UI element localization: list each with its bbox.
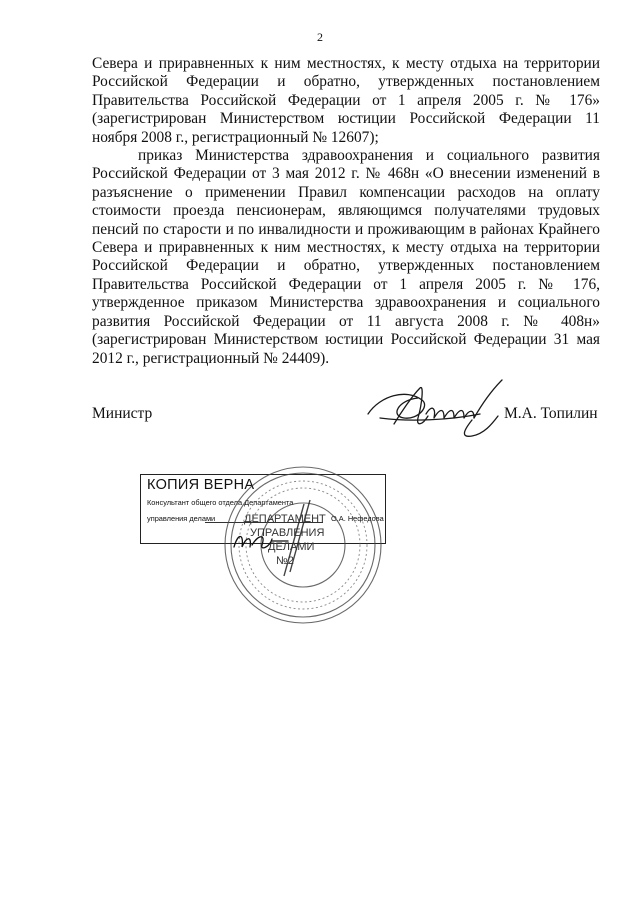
minister-title: Министр bbox=[92, 405, 153, 422]
stamp-heading: КОПИЯ ВЕРНА bbox=[147, 477, 255, 493]
minister-name: М.А. Топилин bbox=[504, 405, 598, 422]
seal-number-text: №2 bbox=[276, 555, 294, 567]
body-text bbox=[92, 55, 600, 368]
paragraph-order-468n: приказ Министерства здравоохранения и социального развития Российской Федерации от 3 мая 2012 г. № 468н «О внесении изменений в разъяснение о применении Правил компенсации расходов на оплату стоимости проезда пенсионерам, являющимся получателями трудовых пенсий по старости и по инвалидности и проживающим в районах Крайнего Севера и приравненных к ним местностях, к месту отдыха на территории Российской Федерации и обратно, утвержденных постановлением Правительства Российской Федерации от 1 апреля 2005 г. № 176, утвержденное приказом Министерства здравоохранения и социального развития Российской Федерации от 11 августа 2008 г. № 408н» (зарегистрирован Министерством юстиции Российской Федерации 31 мая 2012 г., регистрационный № 24409). bbox=[92, 147, 600, 367]
page-number: 2 bbox=[317, 30, 323, 44]
stamp-position-line: Консультант общего отдела Департамента bbox=[147, 498, 294, 507]
stamp-department-line: управления делами bbox=[147, 514, 216, 523]
handwritten-signature bbox=[360, 374, 525, 444]
seal-department-text: ДЕПАРТАМЕНТ bbox=[244, 513, 326, 525]
seal-management-text: УПРАВЛЕНИЯ bbox=[250, 527, 325, 539]
stamp-initials-scribble bbox=[232, 527, 292, 553]
seal-affairs-text: ДЕЛАМИ bbox=[268, 541, 315, 553]
stamp-signer-name: О.А. Нефедова bbox=[331, 514, 384, 523]
paragraph-continuation: Севера и приравненных к ним местностях, к месту отдыха на территории Российской Федерации и обратно, утвержденных постановлением Правительства Российской Федерации от 1 апреля 2005 г. № 176» (зарегистрирован Министерством юстиции Российской Федерации 11 ноября 2008 г., регистрационный № 12607); bbox=[92, 55, 600, 146]
